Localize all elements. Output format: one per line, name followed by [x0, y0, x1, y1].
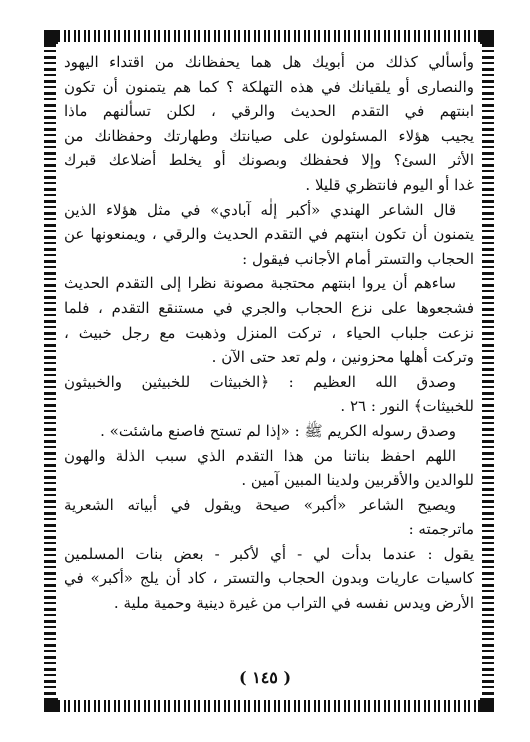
- quran-verse-line: للخبيثات﴾ النور : ٢٦ .: [340, 397, 474, 416]
- quran-verse-line: وصدق الله العظيم : ﴿الخبيثات للخبيثين والخبيثون: [64, 372, 456, 391]
- text-line: قال الشاعر الهندي «أكبر إلٰه آبادي» في مثل هؤلاء الذين: [64, 200, 456, 219]
- text-line: وتركت أهلها محزونين ، ولم تعد حتى الآن .: [211, 348, 474, 367]
- text-line: ماترجمته :: [408, 520, 474, 539]
- text-line: ابنتهم في التقدم الحديث والرقي ، لكلن تسألنهم ماذا: [64, 102, 474, 121]
- corner-ornament: [480, 30, 494, 44]
- text-line: يجيب هؤلاء المسئولون على صيانتك وطهارتك وحفظانك من: [64, 126, 474, 145]
- text-line: الأرض ويدس نفسه في التراب من غيرة دينية وحمية ملية .: [113, 594, 474, 613]
- text-line: فشجعوها على نزع الحجاب والجري في مستنقع التقدم ، فلما: [64, 298, 474, 317]
- corner-ornament: [44, 30, 58, 44]
- right-border: [482, 44, 494, 698]
- text-line: كاسيات عاريات وبدون الحجاب والتستر ، كاد أن يلج «أكبر» في: [64, 569, 474, 588]
- hadith-line: وصدق رسوله الكريم ﷺ : «إذا لم تستح فاصنع ماشئت» .: [100, 421, 456, 440]
- left-border: [44, 44, 56, 698]
- page-number: ( ١٤٥ ): [238, 668, 292, 687]
- text-line: ساءهم أن يروا ابنتهم محتجبة مصونة نظرا إلى التقدم الحديث: [64, 274, 456, 293]
- text-line: نزعت جلباب الحياء ، تركت المنزل وذهبت مع رجل خبيث ،: [64, 323, 474, 342]
- text-line: وأسألي كذلك من أبويك هل هما يحفظانك من اقتداء اليهود: [64, 53, 474, 71]
- text-line: للوالدين والأقربين ولدينا المبين آمين .: [241, 471, 474, 490]
- text-line: غدا أو اليوم فانتظري قليلا .: [305, 175, 474, 194]
- text-line: اللهم احفظ بناتنا من هذا التقدم الذي سبب الذلة والهون: [64, 446, 456, 465]
- text-line: ويصيح الشاعر «أكبر» صيحة ويقول في أبياته الشعرية: [64, 495, 456, 514]
- text-line: يتمنون أن تكون ابنتهم في التقدم الحديث والرقي ، ويمنعونها عن: [64, 225, 474, 244]
- top-border: [44, 30, 494, 42]
- corner-ornament: [480, 698, 494, 712]
- text-line: الحجاب والتستر أمام الأجانب فيقول :: [242, 249, 474, 268]
- text-line: يقول : عندما بدأت لي - أي لأكبر - بعض بنات المسلمين: [64, 544, 474, 563]
- text-line: والنصارى أو يلقيانك في هذه التهلكة ؟ كما هم يتمنون أن تكون: [64, 77, 474, 96]
- text-line: الأثر السئ؟ وإلا فحفظك وبصونك أو يخلط أضلاعك قبرك: [64, 151, 474, 170]
- bottom-border: [44, 700, 494, 712]
- page-body: [64, 50, 474, 616]
- corner-ornament: [44, 698, 58, 712]
